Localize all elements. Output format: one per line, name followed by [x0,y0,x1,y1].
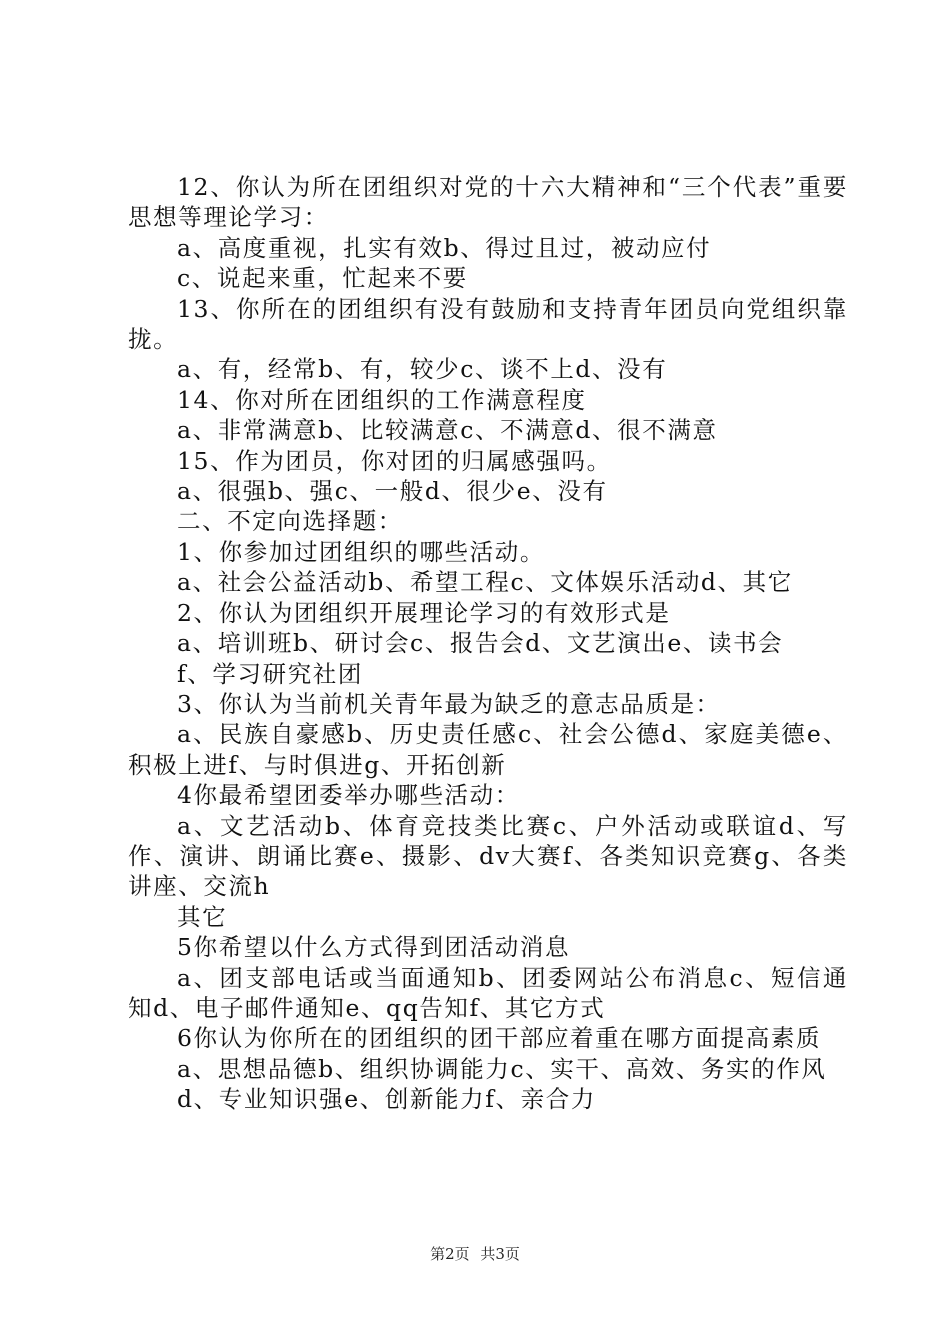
paragraph: a、很强b、强c、一般d、很少e、没有 [177,477,608,506]
paragraph: a、民族自豪感b、历史责任感c、社会公德d、家庭美德e、积极上进f、与时俱进g、开拓创新 [128,720,848,779]
paragraph: 6你认为你所在的团组织的团干部应着重在哪方面提高素质 [177,1024,822,1053]
paragraph: a、有，经常b、有，较少c、谈不上d、没有 [177,355,668,384]
paragraph: d、专业知识强e、创新能力f、亲合力 [177,1085,596,1114]
paragraph: a、培训班b、研讨会c、报告会d、文艺演出e、读书会 [177,629,784,658]
paragraph: 1、你参加过团组织的哪些活动。 [177,537,545,566]
paragraph: 13、你所在的团组织有没有鼓励和支持青年团员向党组织靠拢。 [128,294,848,354]
paragraph: 12、你认为所在团组织对党的十六大精神和“三个代表”重要思想等理论学习： [128,173,848,232]
paragraph: a、思想品德b、组织协调能力c、实干、高效、务实的作风 [177,1054,827,1083]
paragraph: 4你最希望团委举办哪些活动： [177,781,520,810]
paragraph: c、说起来重，忙起来不要 [177,264,468,293]
paragraph: a、团支部电话或当面通知b、团委网站公布消息c、短信通知d、电子邮件通知e、qq告知f、其它方式 [128,963,848,1022]
paragraph: a、社会公益活动b、希望工程c、文体娱乐活动d、其它 [177,568,793,597]
paragraph: 14、你对所在团组织的工作满意程度 [177,385,587,414]
page-total: 共3页 [480,1245,520,1263]
page-footer [0,1244,950,1264]
paragraph: a、文艺活动b、体育竞技类比赛c、户外活动或联谊d、写作、演讲、朗诵比赛e、摄影、dv大赛f、各类知识竞赛g、各类讲座、交流h [128,811,848,901]
paragraph: 3、你认为当前机关青年最为缺乏的意志品质是： [177,689,721,718]
paragraph: 15、作为团员，你对团的归属感强吗。 [177,446,612,475]
document-body [128,172,848,1115]
section-heading: 二、不定向选择题： [177,507,403,536]
paragraph: 2、你认为团组织开展理论学习的有效形式是 [177,598,671,627]
paragraph: 5你希望以什么方式得到团活动消息 [177,933,571,962]
paragraph: f、学习研究社团 [177,659,363,688]
paragraph: a、高度重视，扎实有效b、得过且过，被动应付 [177,233,712,262]
page-number: 第2页 [430,1245,470,1263]
paragraph: a、非常满意b、比较满意c、不满意d、很不满意 [177,416,718,445]
paragraph: 其它 [177,902,228,931]
